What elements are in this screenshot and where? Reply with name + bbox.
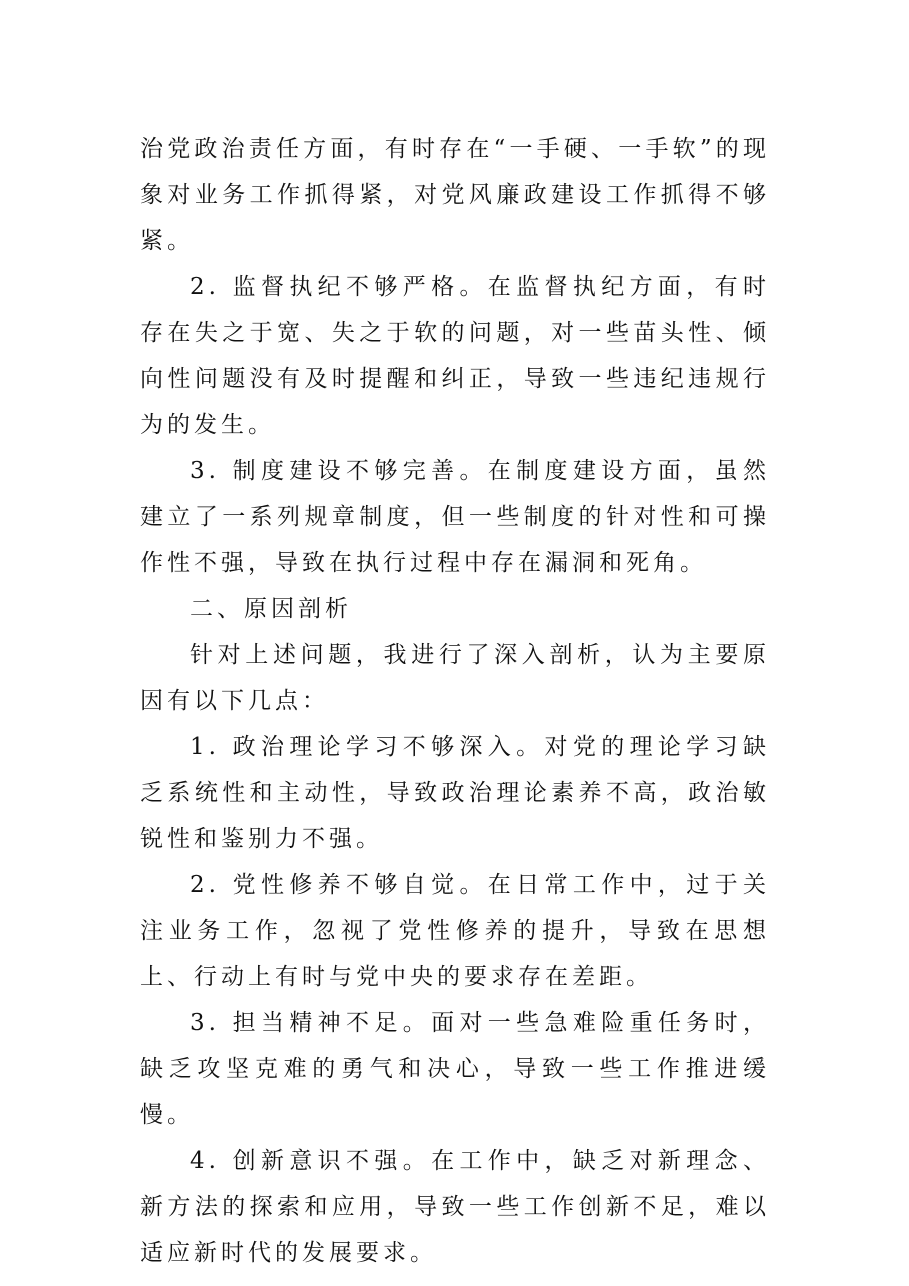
paragraph-cause-2: 2. 党性修养不够自觉。在日常工作中，过于关注业务工作，忽视了党性修养的提升，导致在思想上、行动上有时与党中央的要求存在差距。 [140, 872, 770, 990]
paragraph-cause-1: 1. 政治理论学习不够深入。对党的理论学习缺乏系统性和主动性，导致政治理论素养不高，政治敏锐性和鉴别力不强。 [140, 734, 770, 852]
paragraph-cause-3: 3. 担当精神不足。面对一些急难险重任务时，缺乏攻坚克难的勇气和决心，导致一些工作推进缓慢。 [140, 1010, 770, 1128]
paragraph-continuation: 治党政治责任方面，有时存在“一手硬、一手软”的现象对业务工作抓得紧，对党风廉政建设工作抓得不够紧。 [140, 136, 770, 254]
paragraph-item-3-system: 3. 制度建设不够完善。在制度建设方面，虽然建立了一系列规章制度，但一些制度的针对性和可操作性不强，导致在执行过程中存在漏洞和死角。 [140, 458, 770, 576]
paragraph-item-2-discipline: 2. 监督执纪不够严格。在监督执纪方面，有时存在失之于宽、失之于软的问题，对一些苗头性、倾向性问题没有及时提醒和纠正，导致一些违纪违规行为的发生。 [140, 274, 770, 438]
section-heading-cause-analysis: 二、原因剖析 [190, 596, 352, 622]
paragraph-cause-4: 4. 创新意识不强。在工作中，缺乏对新理念、新方法的探索和应用，导致一些工作创新不足，难以适应新时代的发展要求。 [140, 1148, 770, 1266]
paragraph-intro: 针对上述问题，我进行了深入剖析，认为主要原因有以下几点： [140, 642, 770, 714]
document-body [140, 126, 770, 1276]
